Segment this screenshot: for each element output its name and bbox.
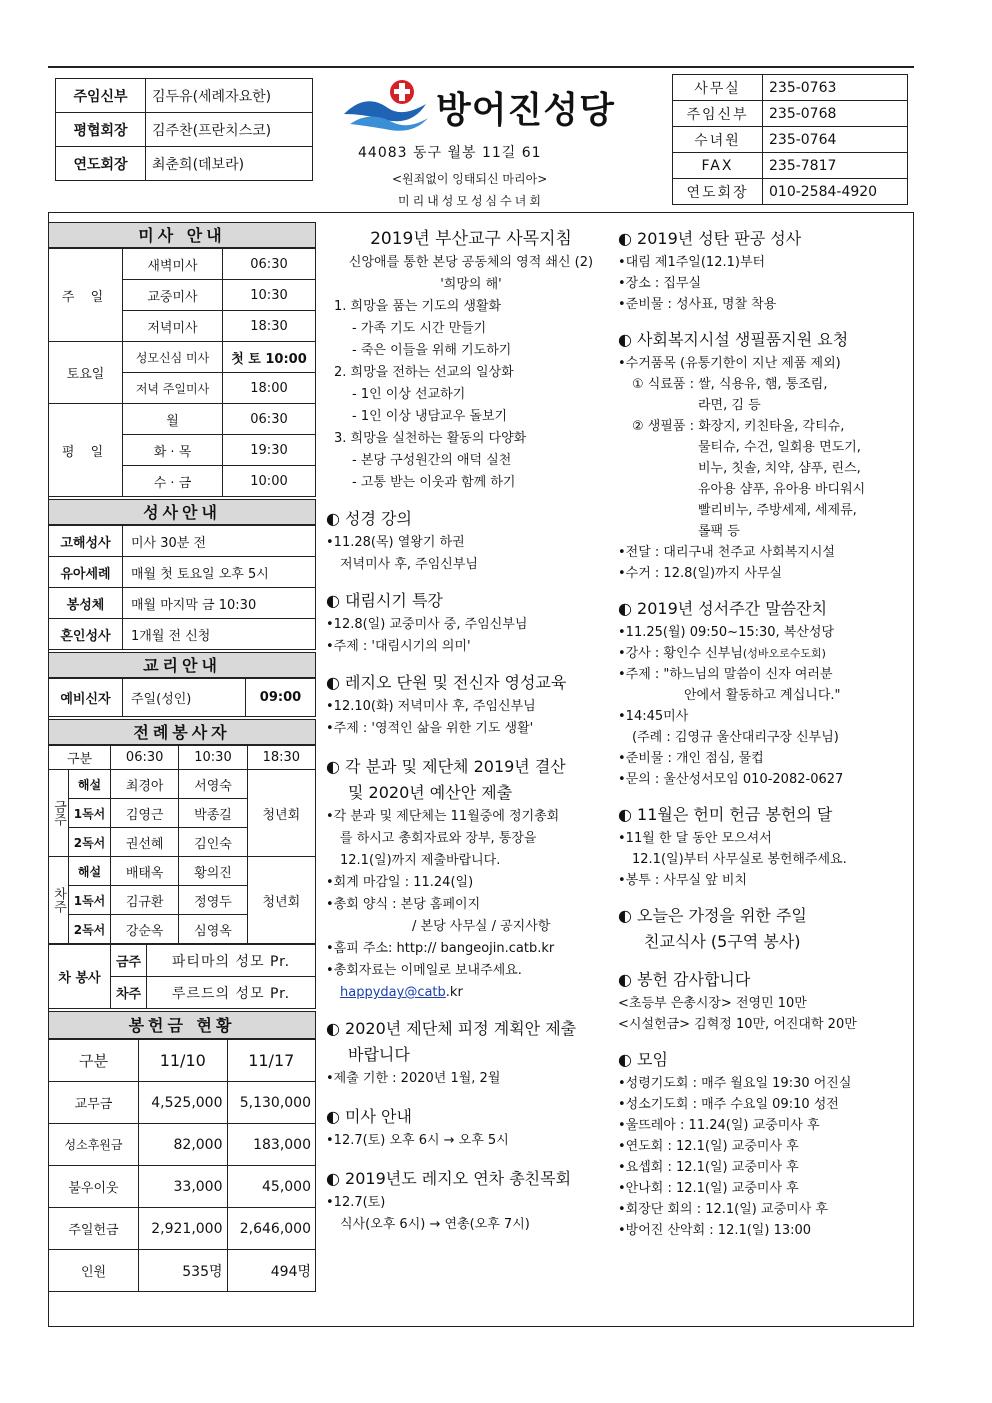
section-heading: ◐ 모임	[618, 1050, 668, 1069]
section-heading: ◐ 사회복지시설 생필품지원 요청	[618, 330, 849, 349]
mass-name: 수 · 금	[123, 466, 223, 497]
mass-time: 18:00	[223, 373, 316, 404]
amount: 45,000	[227, 1166, 316, 1208]
text-line: •장소 : 집무실	[618, 276, 702, 291]
clergy-table	[55, 78, 313, 181]
offering-title: 봉헌금 현황	[48, 1011, 316, 1039]
meeting-item: •회장단 회의 : 12.1(일) 교중미사 후	[618, 1202, 828, 1217]
mass-name: 월	[123, 404, 223, 435]
name: 강순옥	[111, 915, 179, 944]
name: 심영옥	[179, 915, 247, 944]
label: 차 봉사	[49, 945, 111, 1009]
text-line: •강사 : 황인수 신부님	[618, 646, 743, 661]
text-line: •총회자료는 이메일로 보내주세요.	[326, 963, 522, 978]
youth-label: 청년회	[247, 770, 315, 857]
mass-time: 06:30	[223, 249, 316, 280]
doctrine-title: 교리안내	[48, 652, 316, 678]
meeting-item: •성령기도회 : 매주 월요일 19:30 어진실	[618, 1076, 852, 1091]
meeting-item: •안나회 : 12.1(일) 교중미사 후	[618, 1181, 799, 1196]
label: 성소후원금	[49, 1124, 139, 1166]
text-line: 안에서 활동하고 계십니다."	[684, 688, 841, 703]
text-line: •주제 : '영적인 삶을 위한 기도 생활'	[326, 721, 534, 736]
text-line: - 죽은 이들을 위해 기도하기	[352, 343, 512, 358]
text-line: •준비물 : 성사표, 명찰 착용	[618, 297, 777, 312]
text-line: •준비물 : 개인 점심, 물컵	[618, 751, 764, 766]
sacrament-title: 성사안내	[48, 499, 316, 525]
doctrine-table	[48, 678, 316, 717]
section-heading: ◐ 2019년도 레지오 연차 총친목회	[326, 1169, 572, 1188]
text-line: •11.25(월) 09:50~15:30, 복산성당	[618, 625, 835, 640]
phone: 235-7817	[763, 153, 908, 179]
text-line: 저녁미사 후, 주임신부님	[340, 557, 478, 572]
text-line: •수거 : 12.8(일)까지 사무실	[618, 566, 782, 581]
offering-table	[48, 1039, 316, 1292]
label: 주일헌금	[49, 1208, 139, 1250]
week-label: 금주	[111, 945, 147, 977]
label: 수녀원	[673, 127, 763, 153]
text-line: <초등부 은총시장> 전영민 10만	[618, 996, 807, 1011]
col-head: 11/17	[227, 1040, 316, 1082]
phone: 235-0763	[763, 75, 908, 101]
week-label: 차주	[49, 857, 69, 944]
text-line: 1. 희망을 품는 기도의 생활화	[334, 299, 502, 314]
mass-time: 첫 토 10:00	[223, 342, 316, 373]
middle-column	[326, 226, 616, 1236]
mass-name: 성모신심 미사	[123, 342, 223, 373]
label: 평협회장	[56, 113, 146, 147]
text-line: •12.10(화) 저녁미사 후, 주임신부님	[326, 699, 536, 714]
name: 배태옥	[111, 857, 179, 886]
amount: 4,525,000	[139, 1082, 228, 1124]
label: 유아세례	[49, 557, 123, 588]
role: 해설	[69, 770, 111, 799]
section-heading: ◐ 오늘은 가정을 위한 주일	[618, 906, 807, 925]
text-line: 를 하시고 총회자료와 장부, 통장을	[340, 831, 537, 846]
group-label: 평 일	[49, 404, 123, 497]
text-line: •14:45미사	[618, 709, 689, 724]
name: 정영두	[179, 886, 247, 915]
name: 서영숙	[179, 770, 247, 799]
mass-time: 10:30	[223, 280, 316, 311]
patron-title: <원죄없이 잉태되신 마리아>	[392, 172, 548, 186]
mass-time: 06:30	[223, 404, 316, 435]
guideline-title: 2019년 부산교구 사목지침	[370, 229, 572, 249]
section-heading: ◐ 미사 안내	[326, 1107, 412, 1126]
mass-name: 저녁미사	[123, 311, 223, 342]
address: 44083 동구 월봉 11길 61	[358, 145, 542, 161]
name: 김영근	[111, 799, 179, 828]
text-line: - 가족 기도 시간 만들기	[352, 321, 487, 336]
label: 봉성체	[49, 588, 123, 619]
col-head: 구분	[49, 1040, 139, 1082]
role: 1독서	[69, 886, 111, 915]
week-label: 금주	[49, 770, 69, 857]
section-heading: ◐ 각 분과 및 제단체 2019년 결산	[326, 757, 566, 776]
label: 고해성사	[49, 526, 123, 557]
col-head: 11/10	[139, 1040, 228, 1082]
name: 황의진	[179, 857, 247, 886]
amount: 5,130,000	[227, 1082, 316, 1124]
value: 최춘희(데보라)	[146, 147, 313, 181]
text-note: (성바오로수도회)	[742, 647, 826, 660]
group-label: 토요일	[49, 342, 123, 404]
section-heading: ◐ 2019년 성서주간 말씀잔치	[618, 599, 828, 618]
text-line: 롤팩 등	[698, 524, 740, 539]
section-heading: ◐ 대림시기 특강	[326, 591, 443, 610]
label: 주임신부	[56, 79, 146, 113]
text-line: 비누, 칫솔, 치약, 샴푸, 린스,	[698, 461, 861, 476]
section-heading: ◐ 성경 강의	[326, 509, 412, 528]
mass-time: 18:30	[223, 311, 316, 342]
sacrament-table	[48, 525, 316, 650]
section-heading: ◐ 봉헌 감사합니다	[618, 970, 751, 989]
text-line: 유아용 샴푸, 유아용 바디워시	[698, 482, 866, 497]
cleaning-table	[48, 944, 316, 1009]
role: 1독서	[69, 799, 111, 828]
mass-time: 10:00	[223, 466, 316, 497]
text-line: •주제 : '대림시기의 의미'	[326, 639, 471, 654]
text-line: / 본당 사무실 / 공지사항	[412, 919, 551, 934]
text-line: 빨리비누, 주방세제, 세제류,	[698, 503, 857, 518]
mass-name: 화 · 목	[123, 435, 223, 466]
group-label: 주 일	[49, 249, 123, 342]
role: 2독서	[69, 915, 111, 944]
meeting-item: •방어진 산악회 : 12.1(일) 13:00	[618, 1223, 812, 1238]
amount: 183,000	[227, 1124, 316, 1166]
col-head: 18:30	[247, 746, 315, 770]
label: 인원	[49, 1250, 139, 1292]
value: 주일(성인)	[123, 679, 246, 717]
amount: 2,646,000	[227, 1208, 316, 1250]
amount: 82,000	[139, 1124, 228, 1166]
amount: 535명	[139, 1250, 228, 1292]
meeting-item: •연도회 : 12.1(일) 교중미사 후	[618, 1139, 799, 1154]
phone: 235-0764	[763, 127, 908, 153]
mass-table	[48, 248, 316, 497]
label: 주임신부	[673, 101, 763, 127]
guideline-sub: 신앙애를 통한 본당 공동체의 영적 쇄신 (2)	[348, 255, 594, 270]
role: 해설	[69, 857, 111, 886]
youth-label: 청년회	[247, 857, 315, 944]
col-head: 10:30	[179, 746, 247, 770]
label: FAX	[673, 153, 763, 179]
text-line: •문의 : 울산성서모임 010-2082-0627	[618, 772, 844, 787]
section-heading: 친교식사 (5구역 봉사)	[644, 932, 801, 951]
parish-logo	[340, 74, 650, 134]
value: 미사 30분 전	[123, 526, 316, 557]
email-suffix: .kr	[445, 985, 463, 1000]
guideline-theme: '희망의 해'	[440, 277, 502, 292]
homepage-url: •홈피 주소: http:// bangeojin.catb.kr	[326, 941, 555, 956]
text-line: •12.7(토)	[326, 1195, 386, 1210]
servers-title: 전례봉사자	[48, 719, 316, 745]
text-line: •회계 마감일 : 11.24(일)	[326, 875, 474, 890]
contact-table	[672, 74, 908, 205]
top-rule	[48, 66, 914, 68]
mass-time: 19:30	[223, 435, 316, 466]
section-heading: 바랍니다	[348, 1045, 410, 1064]
section-heading: ◐ 레지오 단원 및 전신자 영성교육	[326, 673, 567, 692]
section-heading: ◐ 2019년 성탄 판공 성사	[618, 229, 802, 248]
text-line: ② 생필품 : 화장지, 키친타올, 각티슈,	[632, 419, 845, 434]
label: 연도회장	[56, 147, 146, 181]
text-line: •대림 제1주일(12.1)부터	[618, 255, 766, 270]
mass-title: 미사 안내	[48, 222, 316, 248]
text-line: <시설헌금> 김혁정 10만, 어진대학 20만	[618, 1017, 857, 1032]
text-line: •수거품목 (유통기한이 지난 제품 제외)	[618, 356, 841, 371]
label: 연도회장	[673, 179, 763, 205]
text-line: 12.1(일)부터 사무실로 봉헌해주세요.	[632, 852, 847, 867]
text-line: •각 분과 및 제단체는 11월중에 정기총회	[326, 809, 560, 824]
section-heading: ◐ 11월은 헌미 헌금 봉헌의 달	[618, 805, 833, 824]
label: 불우이웃	[49, 1166, 139, 1208]
label: 교무금	[49, 1082, 139, 1124]
text-line: •11월 한 달 동안 모으셔서	[618, 831, 772, 846]
text-line: (주례 : 김영규 울산대리구장 신부님)	[632, 730, 839, 745]
value: 1개월 전 신청	[123, 619, 316, 650]
right-column	[618, 226, 914, 1241]
text-line: •주제 : "하느님의 말씀이 신자 여러분	[618, 667, 833, 682]
mass-name: 교중미사	[123, 280, 223, 311]
name: 박종길	[179, 799, 247, 828]
text-line: •제출 기한 : 2020년 1월, 2월	[326, 1071, 501, 1086]
mass-name: 저녁 주일미사	[123, 373, 223, 404]
meeting-item: •요셉회 : 12.1(일) 교중미사 후	[618, 1160, 799, 1175]
text-line: •11.28(목) 열왕기 하권	[326, 535, 465, 550]
mass-name: 새벽미사	[123, 249, 223, 280]
text-line: 라면, 김 등	[698, 398, 761, 413]
name: 권선혜	[111, 828, 179, 857]
name: 김규환	[111, 886, 179, 915]
week-label: 차주	[111, 977, 147, 1009]
label: 혼인성사	[49, 619, 123, 650]
text-line: •봉투 : 사무실 앞 비치	[618, 873, 748, 888]
amount: 494명	[227, 1250, 316, 1292]
group-name: 루르드의 성모 Pr.	[147, 977, 316, 1009]
text-line: 12.1(일)까지 제출바랍니다.	[340, 853, 501, 868]
text-line: ① 식료품 : 쌀, 식용유, 햄, 통조림,	[632, 377, 828, 392]
name: 김인숙	[179, 828, 247, 857]
text-line: 식사(오후 6시) → 연총(오후 7시)	[340, 1217, 530, 1232]
text-line: - 1인 이상 냉담교우 돌보기	[352, 409, 508, 424]
section-heading: 및 2020년 예산안 제출	[348, 783, 513, 802]
text-line: •총회 양식 : 본당 홈페이지	[326, 897, 481, 912]
value: 매월 첫 토요일 오후 5시	[123, 557, 316, 588]
value: 김주찬(프란치스코)	[146, 113, 313, 147]
label: 예비신자	[49, 679, 123, 717]
email-link[interactable]: happyday@catb	[340, 985, 446, 1000]
text-line: 3. 희망을 실천하는 활동의 다양화	[334, 431, 527, 446]
amount: 2,921,000	[139, 1208, 228, 1250]
phone: 235-0768	[763, 101, 908, 127]
text-line: •전달 : 대리구내 천주교 사회복지시설	[618, 545, 835, 560]
value: 매월 마지막 금 10:30	[123, 588, 316, 619]
text-line: •12.8(일) 교중미사 중, 주임신부님	[326, 617, 528, 632]
text-line: 2. 희망을 전하는 선교의 일상화	[334, 365, 514, 380]
text-line: - 본당 구성원간의 애덕 실천	[352, 453, 512, 468]
text-line: 물티슈, 수건, 일회용 면도기,	[698, 440, 861, 455]
text-line: •12.7(토) 오후 6시 → 오후 5시	[326, 1133, 509, 1148]
left-column	[48, 222, 316, 1292]
name: 최경아	[111, 770, 179, 799]
label: 사무실	[673, 75, 763, 101]
parish-name: 방어진성당	[436, 90, 615, 131]
group-name: 파티마의 성모 Pr.	[147, 945, 316, 977]
text-line: - 1인 이상 선교하기	[352, 387, 466, 402]
meeting-item: •울뜨레아 : 11.24(일) 교중미사 후	[618, 1118, 820, 1133]
col-head: 구분	[49, 746, 111, 770]
amount: 33,000	[139, 1166, 228, 1208]
section-heading: ◐ 2020년 제단체 피정 계획안 제출	[326, 1019, 577, 1038]
convent-name: 미리내성모성심수녀회	[398, 194, 544, 208]
text-line: - 고통 받는 이웃과 함께 하기	[352, 475, 516, 490]
wave-cross-icon	[340, 74, 432, 134]
time: 09:00	[246, 679, 316, 717]
col-head: 06:30	[111, 746, 179, 770]
servers-table	[48, 745, 316, 944]
phone: 010-2584-4920	[763, 179, 908, 205]
meeting-item: •성소기도회 : 매주 수요일 09:10 성전	[618, 1097, 839, 1112]
value: 김두유(세례자요한)	[146, 79, 313, 113]
role: 2독서	[69, 828, 111, 857]
